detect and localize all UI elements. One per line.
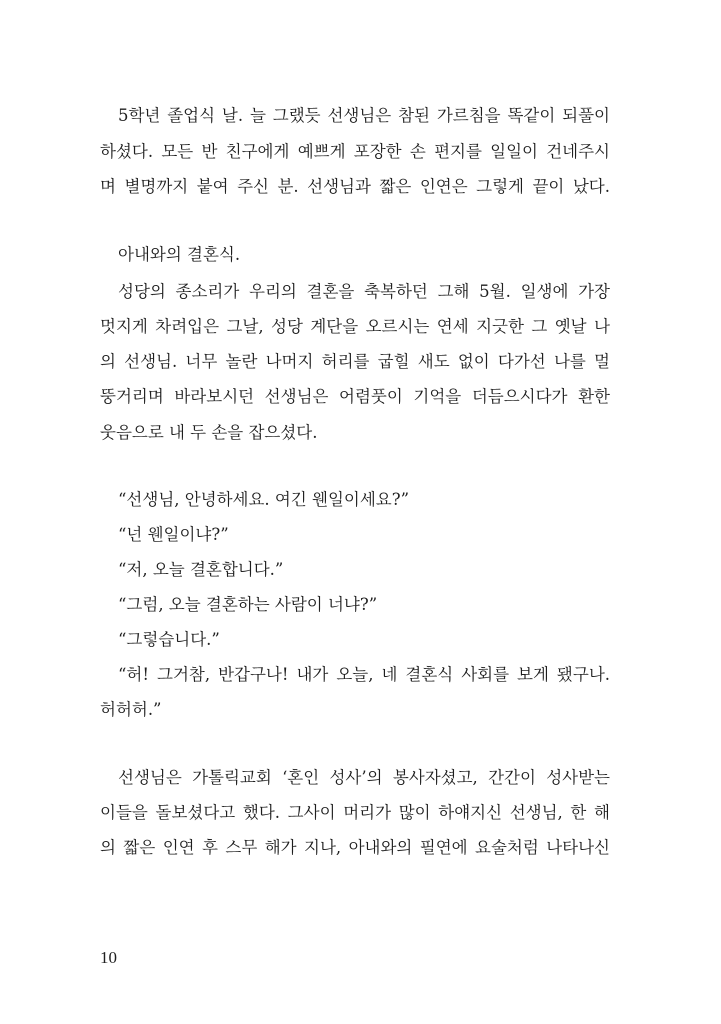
paragraph-1-line-2: 하셨다. 모든 반 친구에게 예쁘게 포장한 손 편지를 일일이 건네주시	[100, 142, 610, 161]
paragraph-last-line-2: 이들을 돌보셨다고 했다. 그사이 머리가 많이 하얘지신 선생님, 한 해	[100, 803, 610, 822]
dialogue-line-4: “그럼, 오늘 결혼하는 사람이 너냐?”	[118, 595, 378, 614]
dialogue-line-6-cont: 허허허.”	[100, 700, 162, 719]
page-number: 10	[100, 948, 117, 967]
paragraph-3-line-4: 뚱거리며 바라보시던 선생님은 어렴풋이 기억을 더듬으시다가 환한	[100, 387, 610, 406]
paragraph-3-line-3: 의 선생님. 너무 놀란 나머지 허리를 굽힐 새도 없이 다가선 나를 멀	[100, 352, 610, 371]
dialogue-line-5: “그렇습니다.”	[118, 630, 220, 649]
dialogue-line-1: “선생님, 안녕하세요. 여긴 웬일이세요?”	[118, 490, 410, 509]
dialogue-line-2: “넌 웬일이냐?”	[118, 525, 229, 544]
dialogue-line-6: “허! 그거참, 반갑구나! 내가 오늘, 네 결혼식 사회를 보게 됐구나.	[118, 665, 610, 684]
paragraph-3-line-2: 멋지게 차려입은 그날, 성당 계단을 오르시는 연세 지긋한 그 옛날 나	[100, 317, 610, 336]
paragraph-1-line-1: 5학년 졸업식 날. 늘 그랬듯 선생님은 참된 가르침을 똑같이 되풀이	[118, 106, 610, 125]
paragraph-2-line-1: 아내와의 결혼식.	[118, 245, 241, 264]
paragraph-3-line-1: 성당의 종소리가 우리의 결혼을 축복하던 그해 5월. 일생에 가장	[118, 282, 610, 301]
paragraph-3-line-5: 웃음으로 내 두 손을 잡으셨다.	[100, 423, 318, 442]
paragraph-last-line-1: 선생님은 가톨릭교회 ‘혼인 성사’의 봉사자셨고, 간간이 성사받는	[118, 768, 610, 787]
paragraph-last-line-3: 의 짧은 인연 후 스무 해가 지나, 아내와의 필연에 요술처럼 나타나신	[100, 838, 610, 857]
dialogue-line-3: “저, 오늘 결혼합니다.”	[118, 560, 284, 579]
paragraph-1-line-3: 며 별명까지 붙여 주신 분. 선생님과 짧은 인연은 그렇게 끝이 났다.	[100, 177, 610, 196]
